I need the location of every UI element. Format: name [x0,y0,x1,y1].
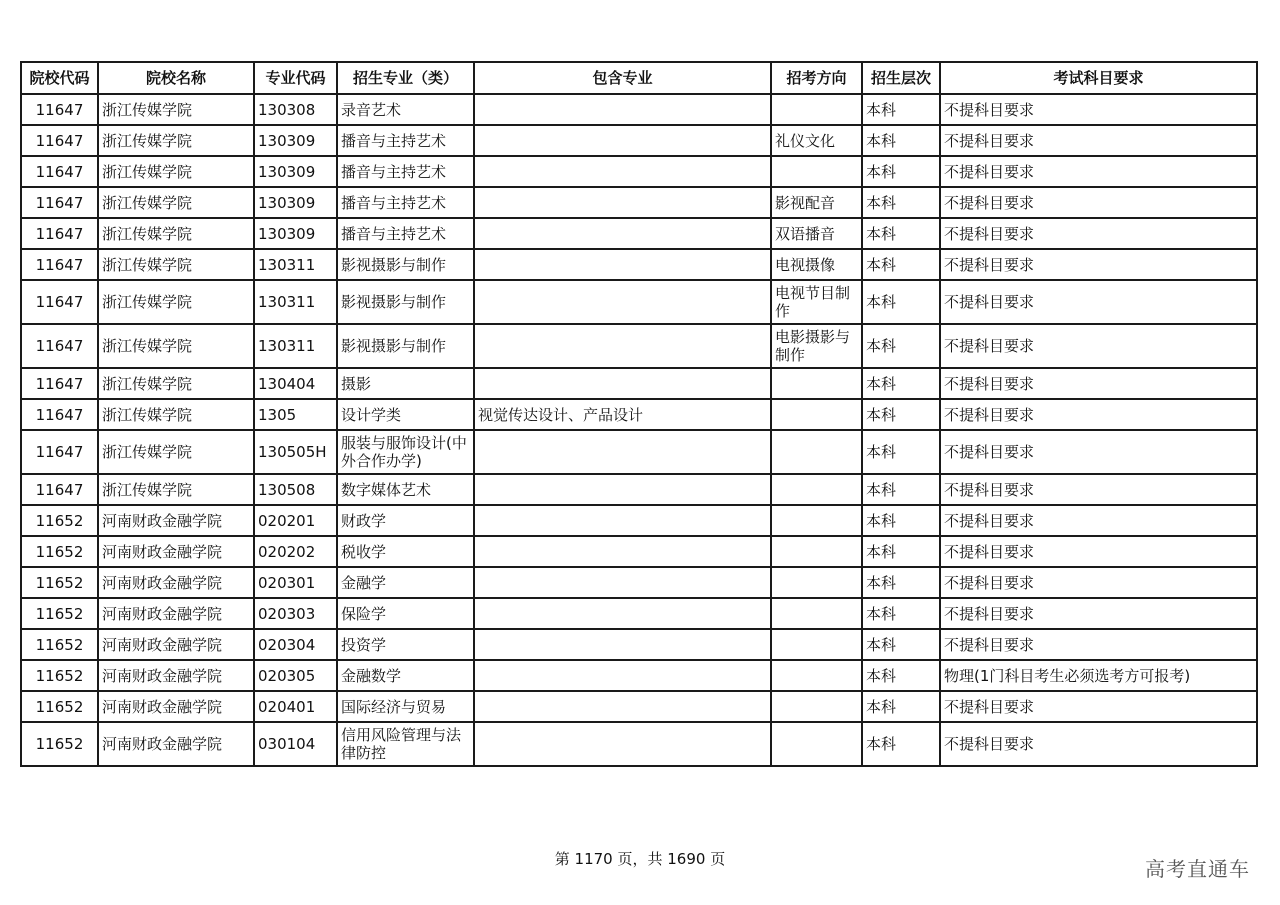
cell-subject-requirement: 不提科目要求 [940,629,1257,660]
table-row [21,249,1257,280]
cell-major-code: 130311 [254,280,337,324]
header-major-code: 专业代码 [254,62,337,94]
cell-included-majors [474,691,771,722]
cell-school-code: 11652 [21,536,98,567]
header-level: 招生层次 [862,62,940,94]
table-row [21,430,1257,474]
table-row [21,324,1257,368]
cell-major-code: 020303 [254,598,337,629]
header-school-code: 院校代码 [21,62,98,94]
cell-major: 影视摄影与制作 [337,249,474,280]
cell-included-majors [474,156,771,187]
cell-major: 设计学类 [337,399,474,430]
cell-major-code: 130311 [254,324,337,368]
cell-subject-requirement: 不提科目要求 [940,691,1257,722]
header-major: 招生专业（类） [337,62,474,94]
cell-subject-requirement: 不提科目要求 [940,218,1257,249]
cell-school-code: 11647 [21,280,98,324]
table-row [21,660,1257,691]
cell-major: 录音艺术 [337,94,474,125]
cell-school-name: 河南财政金融学院 [98,536,254,567]
cell-major: 投资学 [337,629,474,660]
cell-direction [771,430,862,474]
cell-school-name: 河南财政金融学院 [98,598,254,629]
cell-school-code: 11647 [21,368,98,399]
cell-subject-requirement: 不提科目要求 [940,474,1257,505]
cell-direction [771,660,862,691]
cell-level: 本科 [862,660,940,691]
table-row [21,399,1257,430]
cell-major: 数字媒体艺术 [337,474,474,505]
cell-direction: 电影摄影与制作 [771,324,862,368]
table-row [21,598,1257,629]
cell-school-name: 浙江传媒学院 [98,368,254,399]
cell-level: 本科 [862,536,940,567]
cell-school-code: 11647 [21,399,98,430]
cell-included-majors [474,125,771,156]
cell-school-name: 河南财政金融学院 [98,722,254,766]
cell-level: 本科 [862,94,940,125]
cell-subject-requirement: 不提科目要求 [940,249,1257,280]
cell-subject-requirement: 不提科目要求 [940,536,1257,567]
cell-school-code: 11652 [21,629,98,660]
cell-level: 本科 [862,125,940,156]
table-row [21,505,1257,536]
cell-major: 服装与服饰设计(中外合作办学) [337,430,474,474]
cell-school-name: 河南财政金融学院 [98,505,254,536]
cell-direction [771,368,862,399]
cell-direction [771,567,862,598]
cell-level: 本科 [862,430,940,474]
cell-major: 国际经济与贸易 [337,691,474,722]
table-row [21,536,1257,567]
cell-school-name: 浙江传媒学院 [98,187,254,218]
cell-school-name: 浙江传媒学院 [98,430,254,474]
cell-major: 信用风险管理与法律防控 [337,722,474,766]
cell-level: 本科 [862,567,940,598]
cell-school-code: 11647 [21,249,98,280]
cell-major-code: 020202 [254,536,337,567]
table-row [21,156,1257,187]
cell-major: 保险学 [337,598,474,629]
table-row [21,691,1257,722]
cell-included-majors [474,368,771,399]
cell-school-code: 11647 [21,94,98,125]
cell-school-name: 浙江传媒学院 [98,249,254,280]
cell-subject-requirement: 不提科目要求 [940,505,1257,536]
cell-included-majors [474,324,771,368]
cell-major-code: 020304 [254,629,337,660]
cell-major: 播音与主持艺术 [337,218,474,249]
table-body [21,94,1257,766]
cell-school-code: 11647 [21,430,98,474]
cell-direction: 礼仪文化 [771,125,862,156]
cell-direction [771,156,862,187]
cell-major: 税收学 [337,536,474,567]
cell-level: 本科 [862,187,940,218]
cell-major-code: 130309 [254,218,337,249]
cell-direction: 电视节目制作 [771,280,862,324]
cell-subject-requirement: 不提科目要求 [940,280,1257,324]
cell-level: 本科 [862,629,940,660]
header-direction: 招考方向 [771,62,862,94]
cell-included-majors [474,629,771,660]
header-included-majors: 包含专业 [474,62,771,94]
cell-direction [771,399,862,430]
cell-major-code: 020301 [254,567,337,598]
page-footer: 第 1170 页，共 1690 页 [554,850,726,868]
cell-school-code: 11647 [21,187,98,218]
cell-school-code: 11652 [21,567,98,598]
cell-school-name: 浙江传媒学院 [98,218,254,249]
cell-school-name: 浙江传媒学院 [98,94,254,125]
cell-school-name: 浙江传媒学院 [98,125,254,156]
admission-table [20,61,1258,767]
cell-major-code: 130508 [254,474,337,505]
cell-direction [771,598,862,629]
cell-level: 本科 [862,505,940,536]
table-row [21,629,1257,660]
cell-included-majors: 视觉传达设计、产品设计 [474,399,771,430]
table-row [21,125,1257,156]
cell-major: 播音与主持艺术 [337,187,474,218]
cell-subject-requirement: 不提科目要求 [940,324,1257,368]
cell-subject-requirement: 不提科目要求 [940,94,1257,125]
cell-direction [771,722,862,766]
header-subject-requirement: 考试科目要求 [940,62,1257,94]
cell-direction [771,505,862,536]
cell-major-code: 020201 [254,505,337,536]
cell-major-code: 1305 [254,399,337,430]
cell-school-code: 11647 [21,156,98,187]
cell-school-code: 11647 [21,324,98,368]
table-row [21,218,1257,249]
cell-included-majors [474,187,771,218]
cell-subject-requirement: 不提科目要求 [940,368,1257,399]
cell-school-name: 浙江传媒学院 [98,324,254,368]
cell-included-majors [474,430,771,474]
cell-included-majors [474,94,771,125]
cell-school-name: 浙江传媒学院 [98,399,254,430]
cell-subject-requirement: 不提科目要求 [940,722,1257,766]
cell-major-code: 020305 [254,660,337,691]
cell-level: 本科 [862,218,940,249]
cell-major: 金融学 [337,567,474,598]
table-row [21,722,1257,766]
cell-major: 摄影 [337,368,474,399]
cell-level: 本科 [862,691,940,722]
cell-major-code: 130308 [254,94,337,125]
cell-school-name: 河南财政金融学院 [98,660,254,691]
cell-direction: 影视配音 [771,187,862,218]
cell-school-code: 11647 [21,218,98,249]
cell-subject-requirement: 不提科目要求 [940,567,1257,598]
cell-direction [771,474,862,505]
cell-level: 本科 [862,324,940,368]
cell-major-code: 130309 [254,125,337,156]
cell-school-code: 11652 [21,598,98,629]
cell-level: 本科 [862,368,940,399]
cell-major: 播音与主持艺术 [337,156,474,187]
cell-major-code: 130311 [254,249,337,280]
cell-level: 本科 [862,249,940,280]
cell-major: 播音与主持艺术 [337,125,474,156]
cell-school-code: 11647 [21,125,98,156]
cell-direction [771,691,862,722]
cell-major: 影视摄影与制作 [337,324,474,368]
cell-subject-requirement: 不提科目要求 [940,156,1257,187]
header-school-name: 院校名称 [98,62,254,94]
cell-subject-requirement: 不提科目要求 [940,598,1257,629]
cell-major-code: 130505H [254,430,337,474]
cell-subject-requirement: 不提科目要求 [940,125,1257,156]
cell-school-name: 浙江传媒学院 [98,474,254,505]
cell-included-majors [474,722,771,766]
table-row [21,567,1257,598]
cell-level: 本科 [862,722,940,766]
table-row [21,280,1257,324]
cell-school-code: 11652 [21,660,98,691]
cell-school-name: 河南财政金融学院 [98,691,254,722]
cell-included-majors [474,218,771,249]
table-row [21,368,1257,399]
cell-major-code: 130309 [254,187,337,218]
cell-direction: 电视摄像 [771,249,862,280]
table-header-row [21,62,1257,94]
cell-level: 本科 [862,280,940,324]
cell-major-code: 020401 [254,691,337,722]
cell-school-code: 11652 [21,722,98,766]
cell-level: 本科 [862,474,940,505]
cell-included-majors [474,474,771,505]
cell-major: 金融数学 [337,660,474,691]
cell-included-majors [474,660,771,691]
table-row [21,187,1257,218]
cell-school-name: 浙江传媒学院 [98,156,254,187]
cell-level: 本科 [862,598,940,629]
cell-direction [771,536,862,567]
cell-school-name: 河南财政金融学院 [98,629,254,660]
watermark-brand: 高考直通车 [1145,857,1250,881]
cell-school-name: 河南财政金融学院 [98,567,254,598]
cell-included-majors [474,536,771,567]
cell-major-code: 030104 [254,722,337,766]
cell-subject-requirement: 物理(1门科目考生必须选考方可报考) [940,660,1257,691]
cell-school-code: 11652 [21,691,98,722]
cell-direction [771,629,862,660]
table-row [21,474,1257,505]
cell-included-majors [474,505,771,536]
cell-subject-requirement: 不提科目要求 [940,187,1257,218]
cell-school-name: 浙江传媒学院 [98,280,254,324]
cell-direction [771,94,862,125]
cell-school-code: 11647 [21,474,98,505]
cell-subject-requirement: 不提科目要求 [940,399,1257,430]
table-row [21,94,1257,125]
cell-included-majors [474,280,771,324]
cell-major: 财政学 [337,505,474,536]
cell-major-code: 130404 [254,368,337,399]
cell-included-majors [474,598,771,629]
cell-included-majors [474,249,771,280]
cell-school-code: 11652 [21,505,98,536]
cell-included-majors [474,567,771,598]
cell-level: 本科 [862,399,940,430]
cell-subject-requirement: 不提科目要求 [940,430,1257,474]
cell-major: 影视摄影与制作 [337,280,474,324]
cell-level: 本科 [862,156,940,187]
cell-direction: 双语播音 [771,218,862,249]
cell-major-code: 130309 [254,156,337,187]
